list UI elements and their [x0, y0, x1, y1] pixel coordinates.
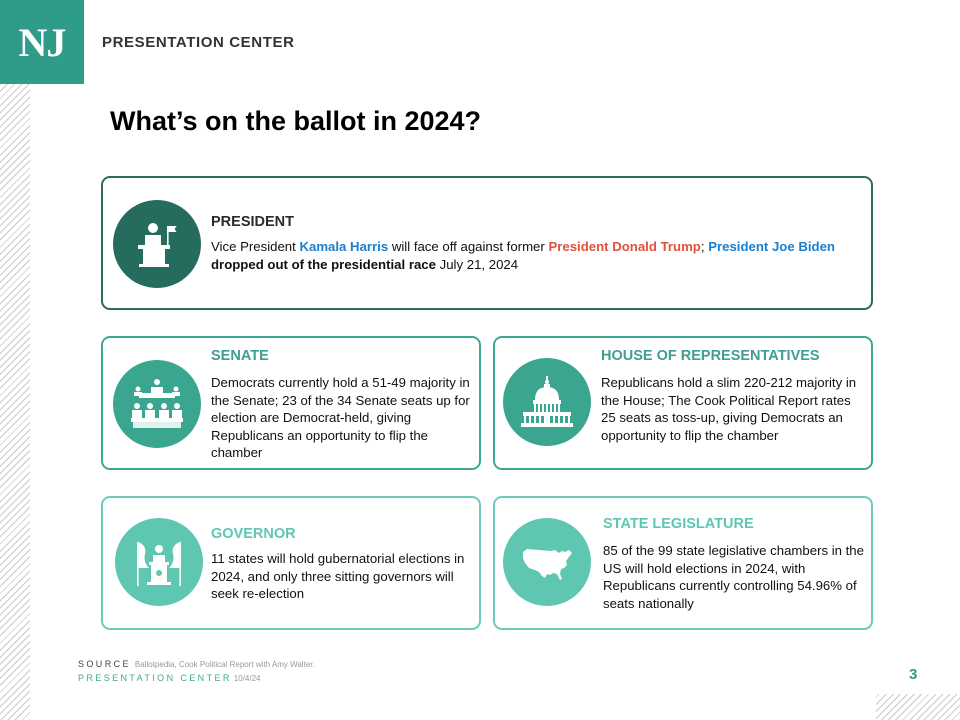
governor-heading: GOVERNOR: [211, 526, 296, 542]
podium-flags-icon: [115, 518, 203, 606]
source-text: Ballotpedia, Cook Political Report with Amy Walter.: [134, 660, 315, 669]
senate-chamber-icon: [113, 360, 201, 448]
biden-highlight: President Joe Biden: [708, 239, 835, 254]
senate-card: [101, 336, 481, 470]
podium-speaker-icon: [113, 200, 201, 288]
dropped-highlight: dropped out of the presidential race: [211, 256, 436, 272]
trump-highlight: President Donald Trump: [548, 239, 701, 254]
house-heading: HOUSE OF REPRESENTATIVES: [601, 348, 820, 364]
house-body: Republicans hold a slim 220-212 majority in the House; The Cook Political Report rates 25 seats as toss-up, giving Democrats an opportunity to flip the chamber: [601, 375, 857, 443]
footer-date: 10/4/24: [233, 674, 261, 683]
capitol-dome-icon: [503, 358, 591, 446]
brand-name: PRESENTATION CENTER: [102, 34, 295, 51]
source-label: SOURCE: [78, 659, 131, 669]
president-card: [101, 176, 873, 310]
us-map-icon: [503, 518, 591, 606]
brand-logo: NJ: [0, 0, 84, 84]
page-number: 3: [909, 666, 918, 683]
decorative-hatch-left: [0, 84, 30, 720]
state-legislature-heading: STATE LEGISLATURE: [603, 516, 754, 532]
footer-center: [78, 673, 260, 683]
president-heading: PRESIDENT: [211, 214, 294, 230]
senate-body: Democrats currently hold a 51-49 majority in the Senate; 23 of the 34 Senate seats up for election are Democrat-held, giving Republicans an opportunity to flip the chamber: [211, 375, 470, 460]
house-card: [493, 336, 873, 470]
decorative-hatch-bottom-right: [876, 694, 960, 720]
state-legislature-card: [493, 496, 873, 630]
harris-highlight: Kamala Harris: [299, 239, 389, 254]
footer-source: [78, 659, 315, 669]
governor-card: [101, 496, 481, 630]
page-title: What’s on the ballot in 2024?: [110, 106, 482, 136]
state-legislature-body: 85 of the 99 state legislative chambers in the US will hold elections in 2024, with Republicans currently controlling 54.96% of seats nationally: [603, 543, 864, 611]
senate-heading: SENATE: [211, 348, 269, 364]
center-label: PRESENTATION CENTER: [78, 673, 232, 683]
president-body: Vice President Kamala Harris will face off against former President Donald Trump; President Joe Biden dropped out of the presidential race July 21, 2024: [211, 239, 835, 272]
governor-body: 11 states will hold gubernatorial elections in 2024, and only three sitting governors will seek re-election: [211, 551, 465, 601]
